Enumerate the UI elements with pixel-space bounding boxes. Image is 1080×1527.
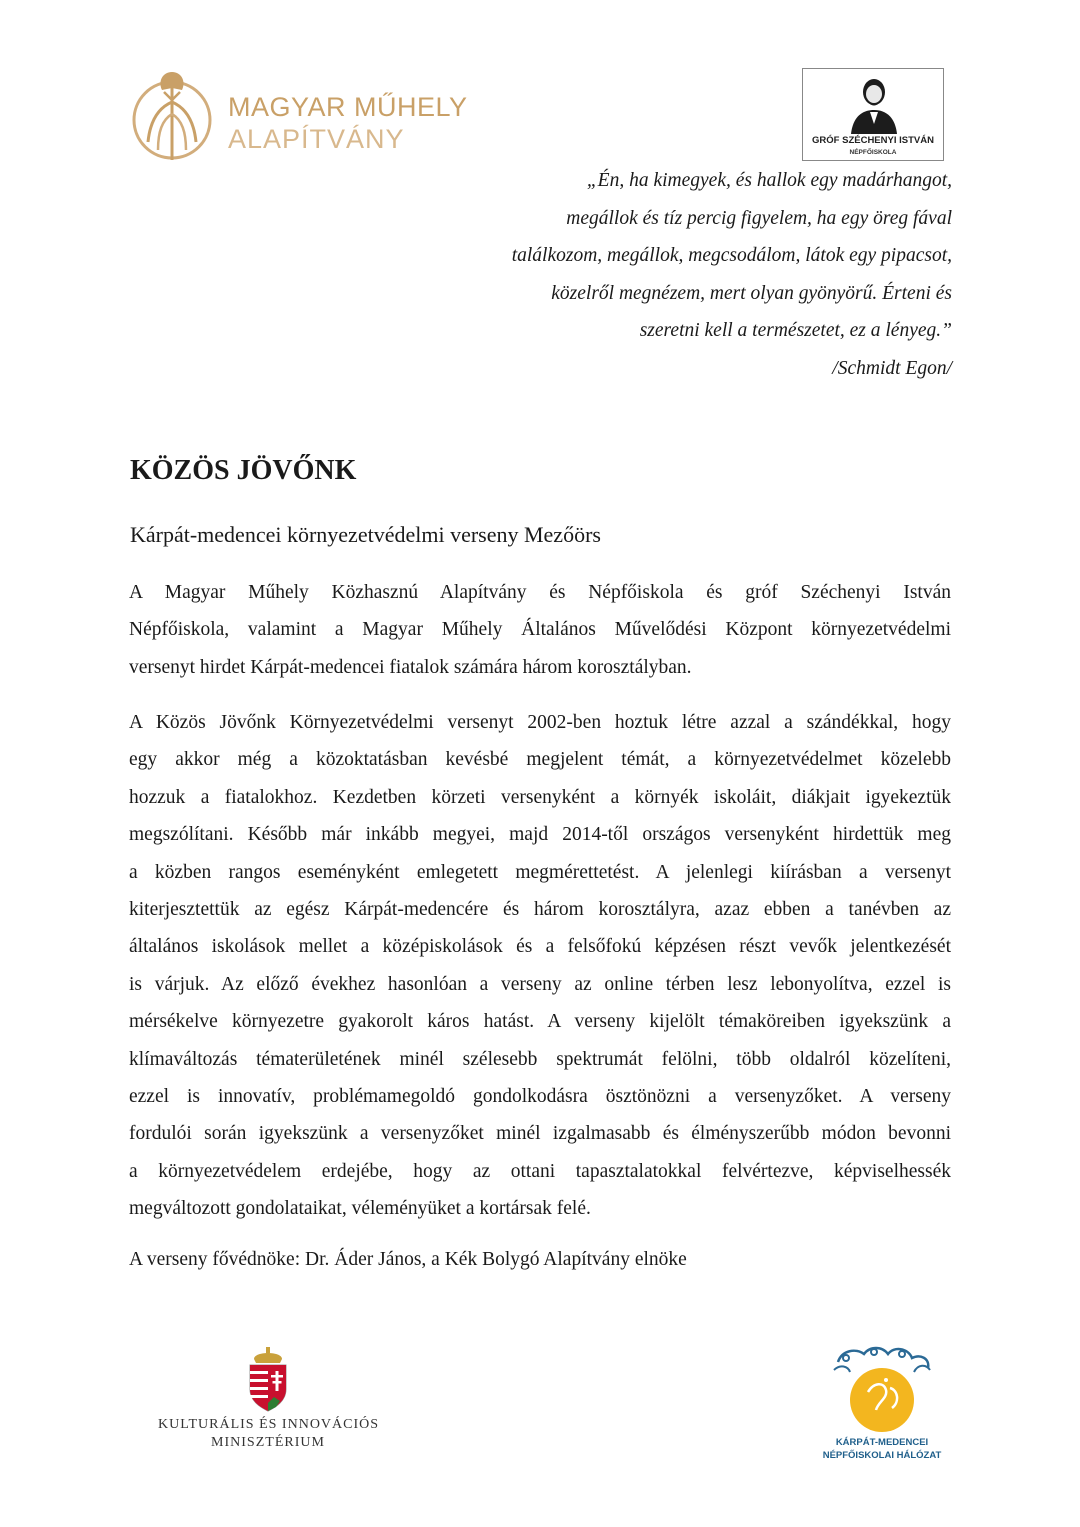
document-title: KÖZÖS JÖVŐNK xyxy=(130,455,357,486)
paragraph-line: A Közös Jövőnk Környezetvédelmi versenyt 2002-ben hoztuk létre azzal a szándékkal, hogy xyxy=(129,712,951,733)
quote-line: közelről megnézem, mert olyan gyönyörű. Érteni és xyxy=(551,282,952,304)
magyar-muhely-logo-line2: ALAPÍTVÁNY xyxy=(228,124,405,154)
paragraph-line: hozzuk a fiatalokhoz. Kezdetben körzeti versenyként a környék iskoláit, diákjait igyekeztük xyxy=(129,786,951,808)
ministry-logo xyxy=(158,1345,378,1455)
magyar-muhely-emblem-icon xyxy=(128,62,218,170)
paragraph-line: Népfőiskola, valamint a Magyar Műhely Általános Művelődési Központ környezetvédelmi xyxy=(129,619,951,641)
szechenyi-nepfoiskola-logo xyxy=(802,68,944,161)
quote-line: megállok és tíz percig figyelem, ha egy öreg fával xyxy=(566,207,952,229)
paragraph-line: A Magyar Műhely Közhasznú Alapítvány és Népfőiskola és gróf Széchenyi István xyxy=(129,582,951,603)
paragraph-line: klímaváltozás tématerületének minél szélesebb spektrumát felölni, több oldalról közelíteni, xyxy=(129,1048,951,1070)
paragraph-description xyxy=(129,704,951,1227)
paragraph-line: ezzel is innovatív, problémamegoldó gondolkodásra ösztönözni a versenyzőket. A verseny xyxy=(129,1085,951,1107)
magyar-muhely-logo-line1: MAGYAR MŰHELY xyxy=(228,92,468,122)
patron-line: A verseny fővédnöke: Dr. Áder János, a Kék Bolygó Alapítvány elnöke xyxy=(129,1249,687,1270)
magyar-muhely-logo xyxy=(128,62,468,172)
ministry-logo-line2: MINISZTÉRIUM xyxy=(211,1435,325,1450)
network-emblem-icon xyxy=(812,1340,952,1436)
quote-line: szeretni kell a természetet, ez a lényeg.” xyxy=(639,320,952,341)
document-subtitle: Kárpát-medencei környezetvédelmi verseny Mezőörs xyxy=(130,522,601,547)
paragraph-line: megváltozott gondolataikat, véleményüket a kortársak felé. xyxy=(129,1198,591,1220)
szechenyi-portrait-icon xyxy=(843,72,905,134)
paragraph-line: versenyt hirdet Kárpát-medencei fiatalok számára három korosztályban. xyxy=(129,656,692,678)
paragraph-line: a környezetvédelem erdejébe, hogy az ottani tapasztalatokkal felvértezve, képviselhessék xyxy=(129,1160,951,1182)
paragraph-patron xyxy=(129,1241,951,1278)
quote-line: találkozom, megállok, megcsodálom, látok egy pipacsot, xyxy=(511,245,952,266)
paragraph-line: a közben rangos eseményként emlegetett megmérettetést. A jelenlegi kiírásban a versenyt xyxy=(129,861,951,883)
paragraph-line: kiterjesztettük az egész Kárpát-medencére és három korosztályra, azaz ebben a tanévben az xyxy=(129,898,951,920)
quote-line: „Én, ha kimegyek, és hallok egy madárhangot, xyxy=(586,170,952,191)
paragraph-line: mérsékelve környezetre gyakorolt káros hatást. A verseny kijelölt témaköreiben igyekszünk a xyxy=(129,1011,951,1033)
paragraph-line: egy akkor még a közoktatásban kevésbé megjelent témát, a környezetvédelmet közelebb xyxy=(129,749,951,771)
network-logo-line2: NÉPFŐISKOLAI HÁLÓZAT xyxy=(822,1450,942,1461)
paragraph-line: általános iskolások mellet a középiskolások és a felsőfokú képzésen részt vevők jelentkezését xyxy=(129,936,951,958)
paragraph-line: megszólítani. Később már inkább megyei, majd 2014-től országos versenyként hirdettük meg xyxy=(129,824,951,846)
nepfoiskolai-halozat-logo xyxy=(812,1340,952,1465)
paragraph-intro xyxy=(129,574,951,686)
network-logo-line1: KÁRPÁT-MEDENCEI xyxy=(835,1437,929,1448)
hungarian-coat-of-arms-icon xyxy=(236,1345,300,1413)
paragraph-line: fordulói során igyekszünk a versenyzőket minél izgalmasabb és élményszerűbb módon bevonni xyxy=(129,1123,951,1145)
szechenyi-logo-name: GRÓF SZÉCHENYI ISTVÁN xyxy=(812,135,934,146)
paragraph-line: is várjuk. Az előző évekhez hasonlóan a verseny az online térben lesz lebonyolítva, ezzel is xyxy=(129,973,951,995)
quote-author: /Schmidt Egon/ xyxy=(832,357,952,379)
ministry-logo-line1: KULTURÁLIS ÉS INNOVÁCIÓS xyxy=(158,1417,380,1432)
epigraph-quote xyxy=(412,162,952,387)
szechenyi-logo-subtitle: NÉPFŐISKOLA xyxy=(849,149,897,156)
